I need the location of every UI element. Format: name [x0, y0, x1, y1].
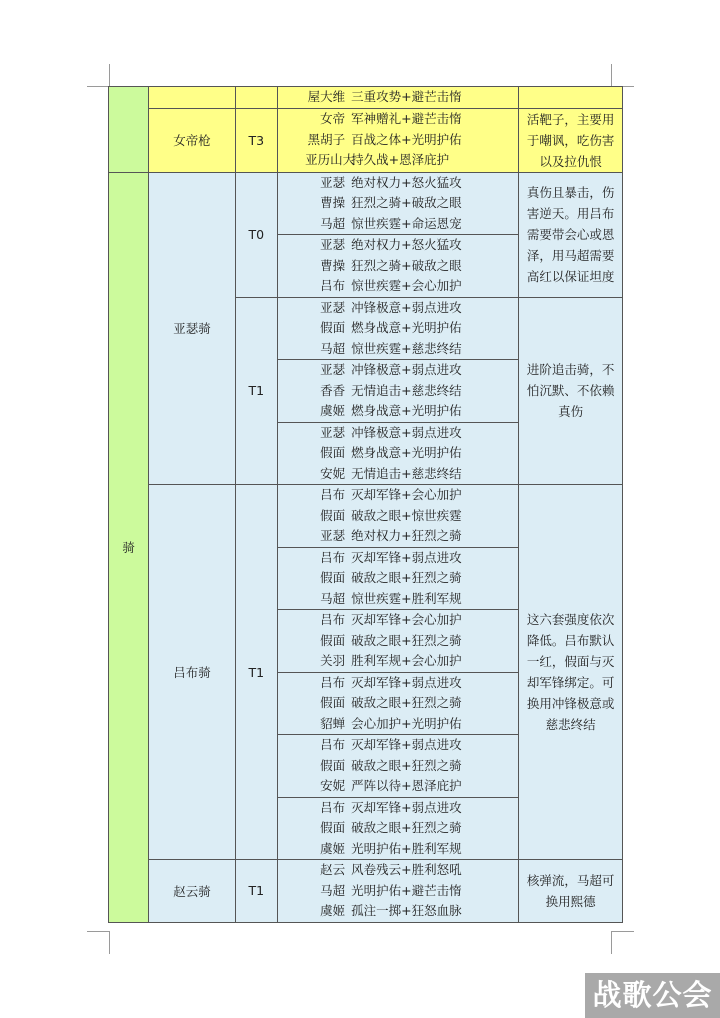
combo-cell: [277, 297, 518, 360]
combo-cell: [277, 485, 518, 548]
hero-name: 马超: [320, 590, 346, 606]
combo-line: [278, 214, 518, 235]
skill-pair: 破敌之眼+狂烈之骑: [351, 757, 462, 773]
combo-line: [278, 298, 518, 319]
skill-pair: 无情追击+慈悲终结: [351, 382, 462, 398]
skill-pair: 百战之体+光明护佑: [351, 131, 462, 147]
combo-line: [278, 256, 518, 277]
hero-name: 屋大维: [307, 89, 346, 104]
hero-name: 假面: [320, 445, 346, 460]
lineup-note: 活靶子，主要用于嘲讽，吃伤害以及拉仇恨: [519, 108, 623, 172]
combo-line: [278, 693, 518, 714]
skill-pair: 灭却军锋+弱点进攻: [351, 674, 462, 690]
combo-cell: [277, 860, 518, 923]
lineup-table-page: [108, 86, 623, 918]
combo-line: [278, 568, 518, 589]
crop-mark-top-left: [87, 64, 110, 87]
lineup-note: 核弹流，马超可换用熙德: [519, 860, 623, 923]
skill-pair: 破敌之眼+狂烈之骑: [351, 632, 462, 648]
table-row: [109, 87, 623, 109]
hero-name: 假面: [320, 320, 346, 335]
hero-name: 虞姬: [320, 403, 346, 418]
skill-pair: 灭却军锋+会心加护: [351, 612, 462, 627]
hero-name: 吕布: [320, 674, 346, 690]
hero-name: 安妮: [320, 465, 346, 481]
combo-cell: [277, 547, 518, 610]
combo-line: [278, 798, 518, 819]
combo-line: [278, 173, 518, 194]
lineup-name: 女帝枪: [149, 108, 236, 172]
hero-name: 亚瑟: [320, 424, 346, 440]
skill-pair: 惊世疾霆+慈悲终结: [351, 340, 462, 356]
hero-name: 马超: [320, 340, 346, 356]
crop-mark-bottom-left: [87, 931, 110, 954]
combo-line: [278, 589, 518, 610]
hero-name: 假面: [320, 820, 346, 835]
lineup-name: [149, 87, 236, 109]
hero-name: 马超: [320, 882, 346, 898]
hero-name: 安妮: [320, 778, 346, 793]
hero-name: 假面: [320, 632, 346, 648]
combo-line: [278, 464, 518, 485]
combo-line: [278, 443, 518, 464]
skill-pair: 光明护佑+避芒击惰: [351, 882, 462, 898]
skill-pair: 破敌之眼+狂烈之骑: [351, 570, 462, 585]
skill-pair: 冲锋极意+弱点进攻: [351, 362, 462, 377]
hero-name: 吕布: [320, 799, 346, 815]
combo-line: [278, 839, 518, 860]
skill-pair: 灭却军锋+弱点进攻: [351, 549, 462, 565]
lineup-note: [519, 87, 623, 109]
table-row: [109, 485, 623, 548]
lineup-tier: [235, 87, 277, 109]
skill-pair: 燃身战意+光明护佑: [351, 403, 462, 418]
lineup-name: 赵云骑: [149, 860, 236, 923]
skill-pair: 会心加护+光明护佑: [351, 715, 462, 731]
skill-pair: 惊世疾霆+会心加护: [351, 278, 462, 293]
group-cell-cavalry: 骑: [109, 172, 149, 922]
combo-line: [278, 901, 518, 922]
skill-pair: 燃身战意+光明护佑: [351, 320, 462, 335]
hero-name: 香香: [320, 382, 346, 398]
combo-line: [278, 756, 518, 777]
hero-name: 曹操: [320, 195, 346, 210]
combo-cell: [277, 172, 518, 235]
skill-pair: 三重攻势+避芒击惰: [351, 89, 462, 104]
hero-name: 亚瑟: [320, 528, 346, 543]
combo-line: [278, 860, 518, 881]
hero-name: 吕布: [320, 487, 346, 502]
hero-name: 马超: [320, 215, 346, 231]
skill-pair: 破敌之眼+狂烈之骑: [351, 820, 462, 835]
lineup-table: [108, 86, 623, 923]
lineup-name: 吕布骑: [149, 485, 236, 860]
hero-name: 黑胡子: [307, 131, 346, 147]
combo-cell: [277, 360, 518, 423]
lineup-tier: T1: [235, 860, 277, 923]
skill-pair: 破敌之眼+惊世疾霆: [351, 507, 462, 523]
skill-pair: 无情追击+慈悲终结: [351, 465, 462, 481]
combo-line: [278, 881, 518, 902]
combo-line: [278, 673, 518, 694]
combo-line: [278, 506, 518, 527]
hero-name: 假面: [320, 570, 346, 585]
skill-pair: 冲锋极意+弱点进攻: [351, 424, 462, 440]
combo-line: [278, 423, 518, 444]
combo-line: [278, 360, 518, 381]
skill-pair: 严阵以待+恩泽庇护: [351, 778, 462, 793]
combo-line: [278, 631, 518, 652]
combo-line: [278, 339, 518, 360]
lineup-note: 这六套强度依次降低。吕布默认一红，假面与灭却军锋绑定。可换用冲锋极意或慈悲终结: [519, 485, 623, 860]
combo-cell: [277, 422, 518, 485]
watermark-logo: 战歌公会: [585, 973, 720, 1018]
hero-name: 赵云: [320, 862, 346, 877]
skill-pair: 狂烈之骑+破敌之眼: [351, 195, 462, 210]
skill-pair: 持久战+恩泽庇护: [351, 152, 450, 168]
combo-line: [278, 735, 518, 756]
skill-pair: 惊世疾霆+胜利军规: [351, 590, 462, 606]
combo-cell: [277, 235, 518, 298]
hero-name: 关羽: [320, 653, 346, 668]
hero-name: 曹操: [320, 257, 346, 273]
combo-line: [278, 318, 518, 339]
combo-cell: [277, 87, 518, 109]
skill-pair: 军神赠礼+避芒击惰: [351, 111, 462, 127]
hero-name: 亚瑟: [320, 174, 346, 190]
combo-cell: [277, 610, 518, 673]
table-row: [109, 860, 623, 923]
combo-line: [278, 485, 518, 506]
hero-name: 貂蝉: [320, 715, 346, 731]
table-row: [109, 172, 623, 235]
combo-line: [278, 193, 518, 214]
combo-line: [278, 526, 518, 547]
skill-pair: 灭却军锋+弱点进攻: [351, 799, 462, 815]
skill-pair: 灭却军锋+弱点进攻: [351, 737, 462, 752]
skill-pair: 惊世疾霆+命运恩宠: [351, 215, 462, 231]
hero-name: 虞姬: [320, 903, 346, 918]
skill-pair: 破敌之眼+狂烈之骑: [351, 695, 462, 710]
crop-mark-top-right: [611, 64, 634, 87]
combo-line: [278, 651, 518, 672]
hero-name: 亚瑟: [320, 237, 346, 252]
hero-name: 假面: [320, 757, 346, 773]
hero-name: 假面: [320, 695, 346, 710]
combo-line: [278, 401, 518, 422]
combo-line: [278, 87, 518, 108]
hero-name: 吕布: [320, 612, 346, 627]
lineup-tier: T3: [235, 108, 277, 172]
lineup-note: 真伤且暴击，伤害逆天。用吕布需要带会心或恩泽，用马超需要高红以保证坦度: [519, 172, 623, 297]
combo-line: [278, 130, 518, 151]
lineup-name: 亚瑟骑: [149, 172, 236, 485]
hero-name: 亚历山大: [305, 152, 356, 168]
hero-name: 女帝: [320, 111, 346, 127]
skill-pair: 绝对权力+狂烈之骑: [351, 528, 462, 543]
combo-cell: [277, 797, 518, 860]
skill-pair: 胜利军规+会心加护: [351, 653, 462, 668]
combo-cell: [277, 672, 518, 735]
skill-pair: 绝对权力+怒火猛攻: [351, 174, 462, 190]
table-row: [109, 108, 623, 172]
lineup-tier: T1: [235, 297, 277, 485]
crop-mark-bottom-right: [611, 931, 634, 954]
combo-line: [278, 776, 518, 797]
skill-pair: 风卷残云+胜利怒吼: [351, 862, 462, 877]
hero-name: 亚瑟: [320, 299, 346, 315]
hero-name: 吕布: [320, 737, 346, 752]
lineup-note: 进阶追击骑，不怕沉默、不依赖真伤: [519, 297, 623, 485]
group-cell-top: [109, 87, 149, 173]
combo-line: [278, 381, 518, 402]
hero-name: 虞姬: [320, 840, 346, 856]
hero-name: 吕布: [320, 278, 346, 293]
hero-name: 吕布: [320, 549, 346, 565]
skill-pair: 光明护佑+胜利军规: [351, 840, 462, 856]
lineup-tier: T0: [235, 172, 277, 297]
hero-name: 亚瑟: [320, 362, 346, 377]
combo-cell: [277, 735, 518, 798]
combo-line: [278, 109, 518, 130]
skill-pair: 孤注一掷+狂怒血脉: [351, 903, 462, 918]
skill-pair: 灭却军锋+会心加护: [351, 487, 462, 502]
combo-line: [278, 235, 518, 256]
skill-pair: 绝对权力+怒火猛攻: [351, 237, 462, 252]
skill-pair: 狂烈之骑+破敌之眼: [351, 257, 462, 273]
combo-line: [278, 714, 518, 735]
combo-line: [278, 276, 518, 297]
combo-line: [278, 548, 518, 569]
combo-line: [278, 150, 518, 171]
hero-name: 假面: [320, 507, 346, 523]
combo-cell: [277, 108, 518, 172]
skill-pair: 冲锋极意+弱点进攻: [351, 299, 462, 315]
combo-line: [278, 610, 518, 631]
lineup-tier: T1: [235, 485, 277, 860]
combo-line: [278, 818, 518, 839]
skill-pair: 燃身战意+光明护佑: [351, 445, 462, 460]
